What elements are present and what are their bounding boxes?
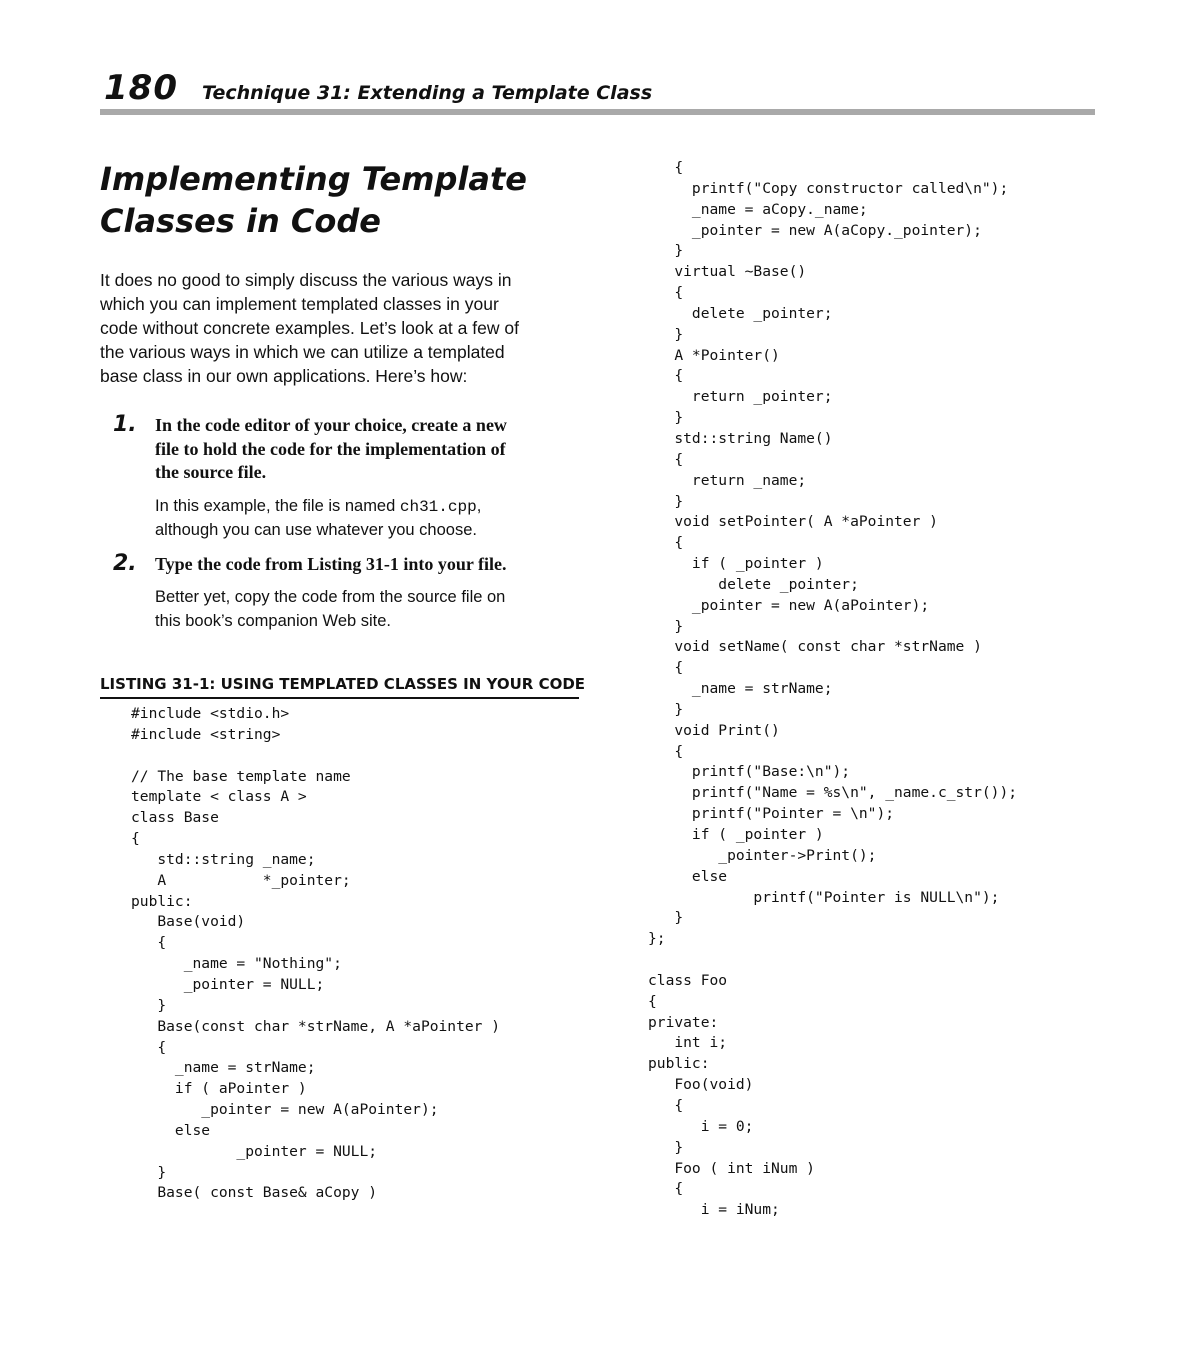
code-listing-right: { printf("Copy constructor called\n"); _name = aCopy._name; _pointer = new A(aCopy._pointer); } virtual ~Base() { delete _pointer; } A *Pointer() { return _pointer; } std::string Name() { return _name; } void setPointer( A *aPointer ) { if ( _pointer ) delete _pointer; _pointer = new A(aPointer); } void setName( const char *strName ) { _name = strName; } void Print() { printf("Base:\n"); printf("Name = %s\n", _name.c_str()); printf("Pointer = \n"); if ( _pointer ) _pointer->Print(); else printf("Pointer is NULL\n"); } }; class Foo { private: int i; public: Foo(void) { i = 0; } Foo ( int iNum ) { i = iNum; bbox=[648, 159, 1018, 1219]
section-title bbox=[100, 158, 580, 242]
intro-line: which you can implement templated classes in your bbox=[100, 294, 499, 314]
intro-line: code without concrete examples. Let’s look at a few of bbox=[100, 318, 519, 338]
step-item bbox=[100, 550, 580, 634]
step-heading-line: In the code editor of your choice, create a new bbox=[155, 415, 507, 435]
steps-list bbox=[100, 414, 580, 633]
running-title: Technique 31: Extending a Template Class bbox=[202, 82, 653, 104]
step-heading bbox=[155, 553, 580, 577]
intro-paragraph bbox=[100, 268, 580, 388]
section-title-line: Implementing Template bbox=[100, 160, 527, 198]
intro-line: the various ways in which we can utilize a templated bbox=[100, 342, 505, 362]
section-title-line: Classes in Code bbox=[100, 202, 381, 240]
step-body-line: Better yet, copy the code from the source file on bbox=[155, 588, 506, 606]
code-listing-left: #include <stdio.h> #include <string> // The base template name template < class A > class Base { std::string _name; A *_pointer; public: Base(void) { _name = "Nothing"; _pointer = NULL; } Base(const char *strName, A *aPointer ) { _name = strName; if ( aPointer ) _pointer = new A(aPointer); else _pointer = NULL; } Base( const Base& aCopy ) bbox=[131, 705, 501, 1202]
left-column bbox=[100, 158, 580, 643]
step-number: 2. bbox=[113, 550, 137, 576]
step-body-line: this book’s companion Web site. bbox=[155, 611, 392, 630]
step-body-line bbox=[155, 495, 580, 520]
step-body bbox=[155, 495, 580, 543]
step-item bbox=[100, 414, 580, 543]
step-heading-line: Type the code from Listing 31-1 into your file. bbox=[155, 553, 507, 574]
file-name: ch31.cpp bbox=[399, 497, 477, 516]
step-body-text: , bbox=[476, 496, 482, 515]
step-body-text: In this example, the file is named bbox=[155, 496, 400, 515]
step-heading-line: file to hold the code for the implementation of bbox=[155, 438, 506, 459]
listing-caption: LISTING 31-1: USING TEMPLATED CLASSES IN YOUR CODE bbox=[100, 673, 579, 699]
intro-line: It does no good to simply discuss the various ways in bbox=[100, 270, 512, 290]
step-heading bbox=[155, 414, 580, 485]
page-number: 180 bbox=[104, 68, 178, 108]
step-heading-line: the source file. bbox=[155, 462, 267, 482]
header-rule bbox=[100, 109, 1095, 115]
step-body bbox=[155, 586, 580, 633]
step-body-line: although you can use whatever you choose. bbox=[155, 521, 477, 539]
step-number: 1. bbox=[113, 412, 137, 437]
intro-line: base class in our own applications. Here’s how: bbox=[100, 366, 468, 386]
